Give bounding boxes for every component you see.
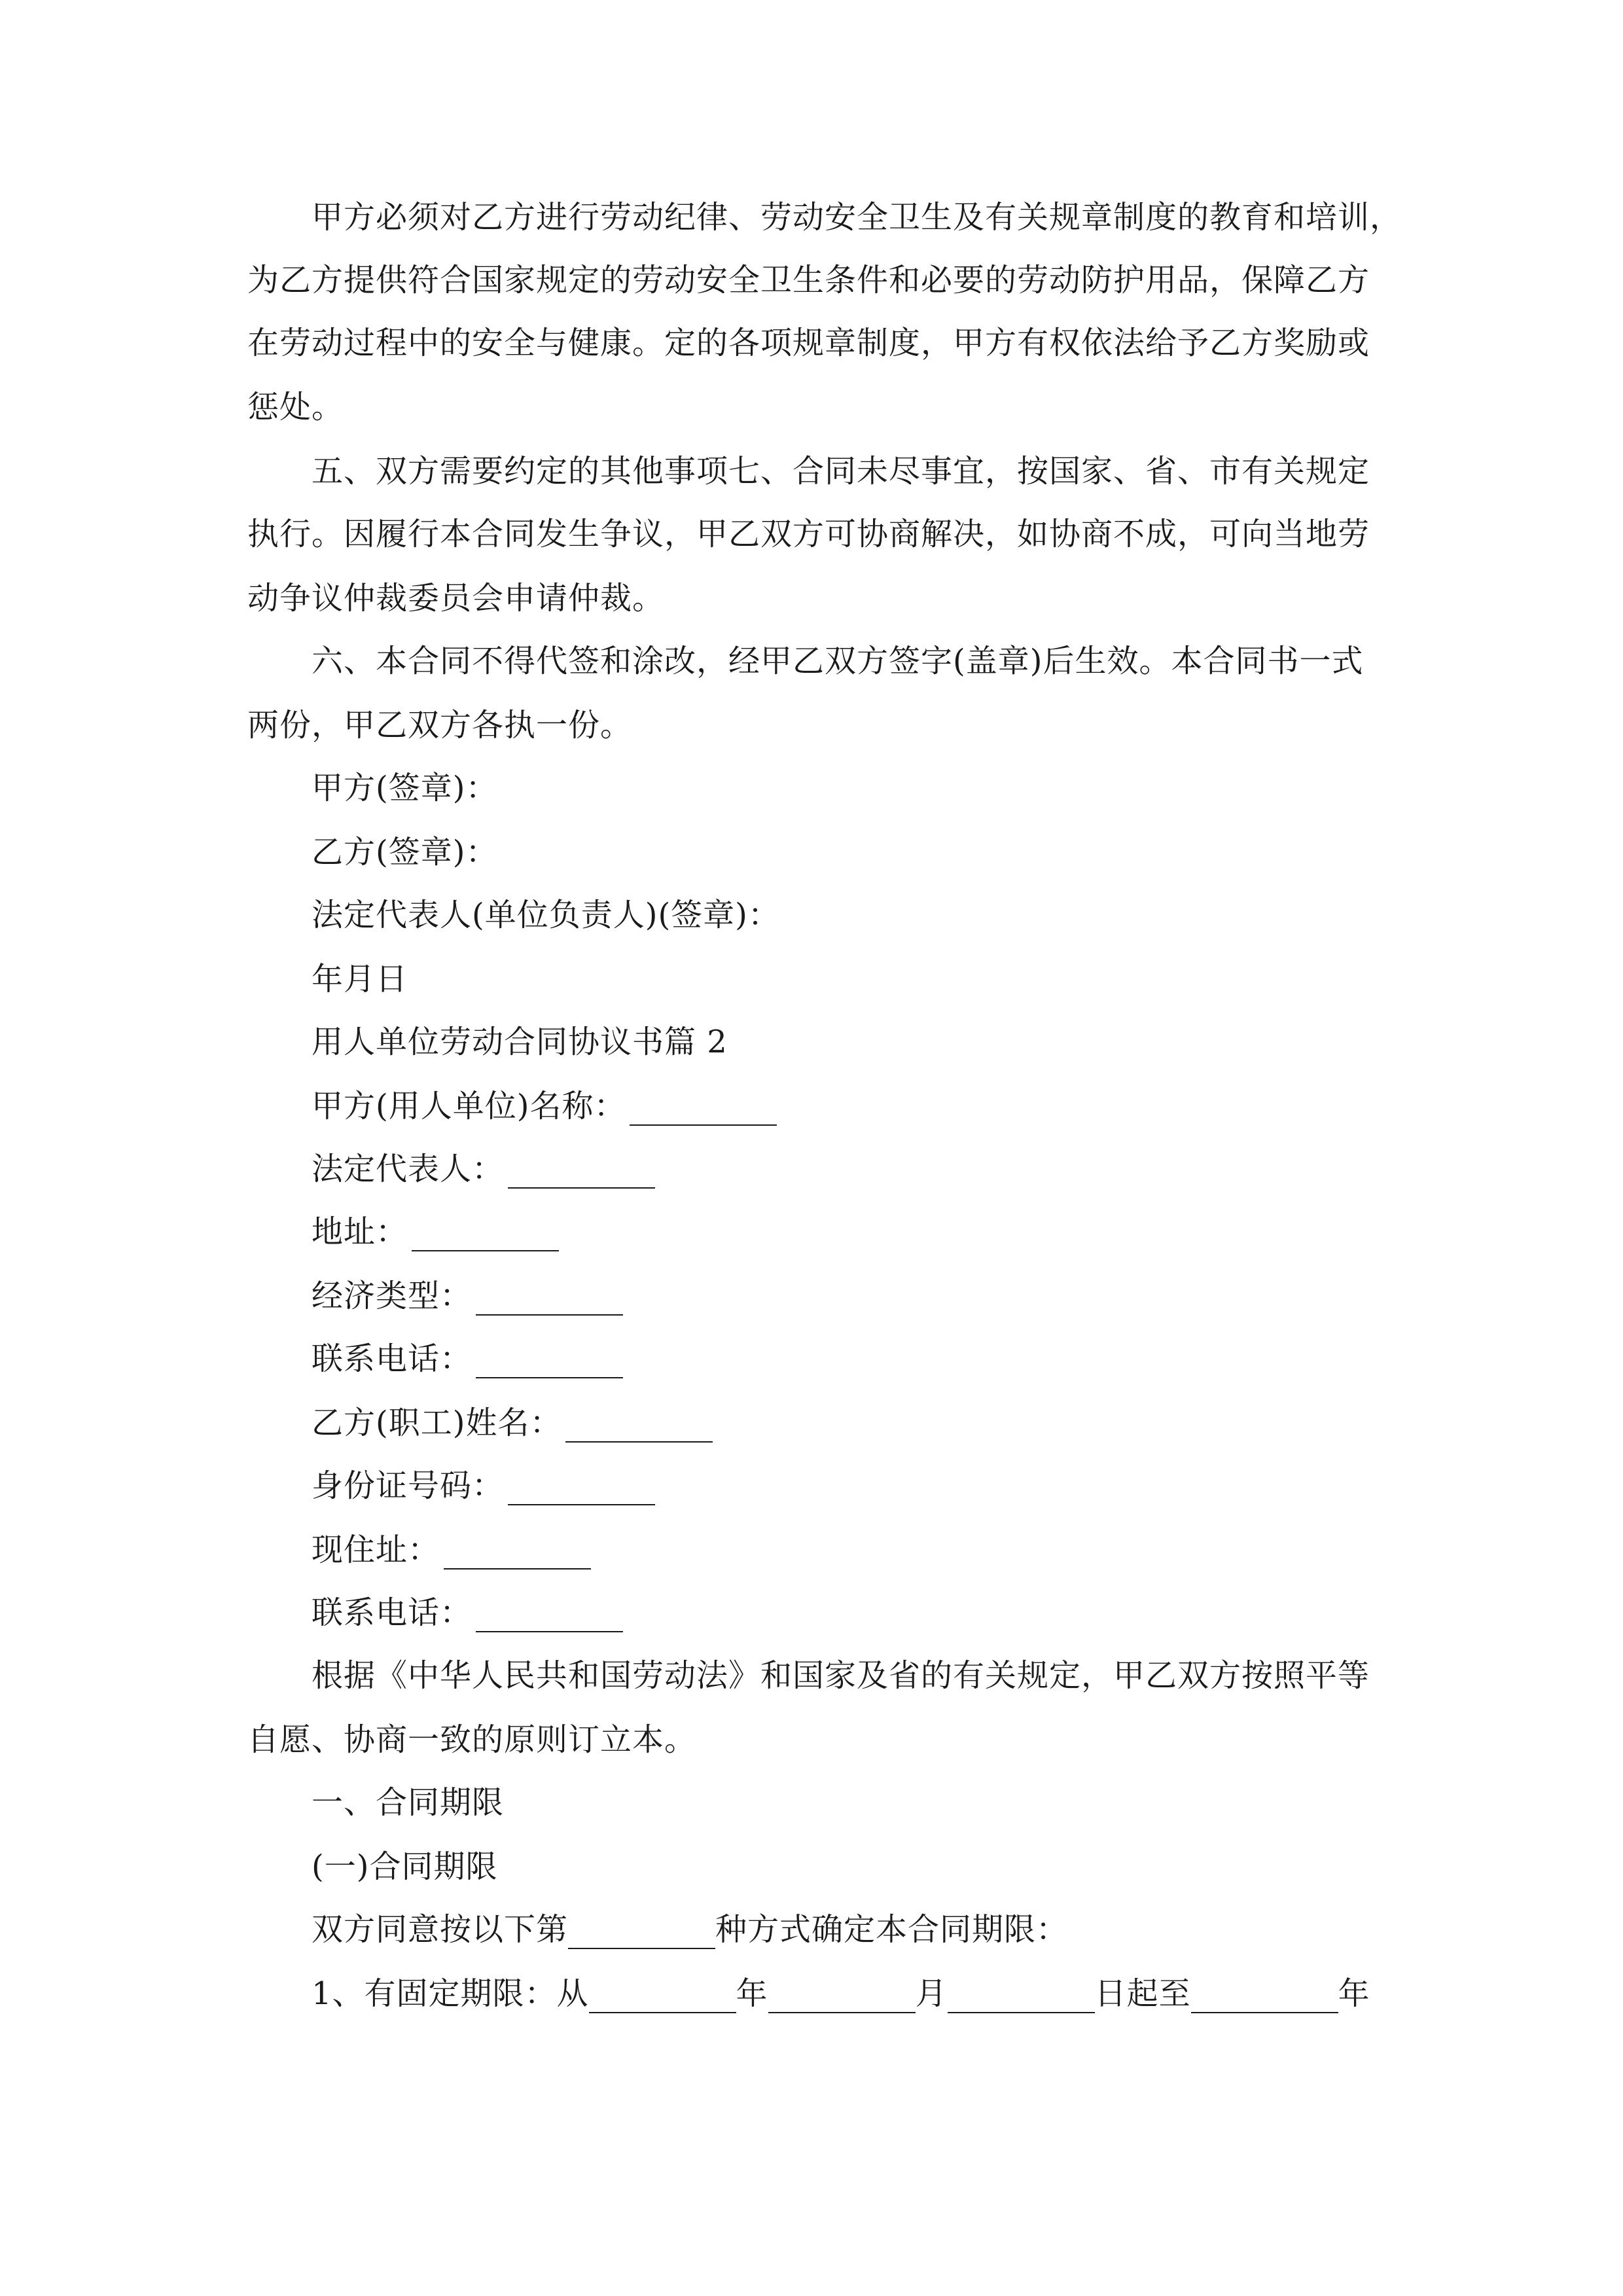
fill-blank[interactable] [444,1542,591,1570]
paragraph-line: 五、双方需要约定的其他事项七、合同未尽事宜，按国家、省、市有关规定 [312,453,1370,490]
signature-legal-rep: 法定代表人(单位负责人)(签章)： [312,897,780,933]
fill-blank[interactable] [476,1605,623,1632]
paragraph-line: 甲方必须对乙方进行劳动纪律、劳动安全卫生及有关规章制度的教育和培训， [312,199,1402,236]
field-economic-type [312,1276,623,1316]
field-label: 联系电话： [312,1340,473,1377]
term-agree-line [312,1910,1068,1949]
fill-blank[interactable] [476,1351,623,1378]
field-label: 联系电话： [312,1594,473,1631]
paragraph-line: 六、本合同不得代签和涂改，经甲乙双方签字(盖章)后生效。本合同书一式 [312,643,1364,679]
paragraph-line: 执行。因履行本合同发生争议，甲乙双方可协商解决，如协商不成，可向当地劳 [247,516,1370,552]
field-label: 经济类型： [312,1278,473,1314]
field-label: 身份证号码： [312,1467,505,1504]
term-subheading: (一)合同期限 [312,1848,498,1885]
fill-blank[interactable] [565,1415,713,1443]
paragraph-line: 两份，甲乙双方各执一份。 [247,707,633,744]
field-label: 地址： [312,1213,408,1250]
paragraph-line: 动争议仲裁委员会申请仲裁。 [247,580,665,617]
term-fixed-prefix: 1、有固定期限：从 [312,1975,589,2012]
fill-blank[interactable] [768,1986,916,2013]
field-employer-name [312,1086,777,1126]
section-title: 用人单位劳动合同协议书篇 2 [312,1024,728,1060]
signature-party-b: 乙方(签章)： [312,834,498,870]
paragraph-line: 根据《中华人民共和国劳动法》和国家及省的有关规定，甲乙双方按照平等 [312,1657,1370,1694]
fill-blank[interactable] [508,1478,655,1505]
field-label: 乙方(职工)姓名： [312,1405,562,1441]
term-agree-prefix: 双方同意按以下第 [312,1911,569,1948]
signature-party-a: 甲方(签章)： [312,770,498,806]
field-label: 法定代表人： [312,1151,505,1187]
term-day-from-label: 日起至 [1094,1975,1191,2012]
term-heading: 一、合同期限 [312,1784,505,1821]
paragraph-line: 在劳动过程中的安全与健康。定的各项规章制度，甲方有权依法给予乙方奖励或 [247,325,1370,361]
fill-blank[interactable] [508,1161,655,1189]
fill-blank[interactable] [1191,1986,1338,2013]
term-agree-suffix: 种方式确定本合同期限： [715,1911,1069,1948]
signature-date: 年月日 [312,961,408,997]
field-current-address [312,1530,591,1570]
paragraph-line: 惩处。 [247,389,344,425]
paragraph-line: 自愿、协商一致的原则订立本。 [247,1721,697,1758]
term-fixed-line [312,1974,1370,2013]
fill-blank[interactable] [412,1224,559,1251]
field-employee-name [312,1403,713,1443]
fill-blank[interactable] [948,1986,1095,2013]
term-year-label: 年 [736,1975,768,2012]
field-legal-representative [312,1149,655,1189]
field-label: 甲方(用人单位)名称： [312,1088,626,1124]
field-employer-phone [312,1339,623,1378]
field-employee-phone [312,1593,623,1632]
term-month-label: 月 [915,1975,948,2012]
fill-blank[interactable] [568,1922,715,1949]
fill-blank[interactable] [589,1986,736,2013]
field-id-number [312,1466,655,1505]
paragraph-line: 为乙方提供符合国家规定的劳动安全卫生条件和必要的劳动防护用品，保障乙方 [247,262,1370,298]
fill-blank[interactable] [476,1288,623,1316]
fill-blank[interactable] [630,1098,777,1126]
field-address [312,1212,559,1251]
term-year-end-label: 年 [1338,1975,1370,2012]
field-label: 现住址： [312,1532,440,1568]
